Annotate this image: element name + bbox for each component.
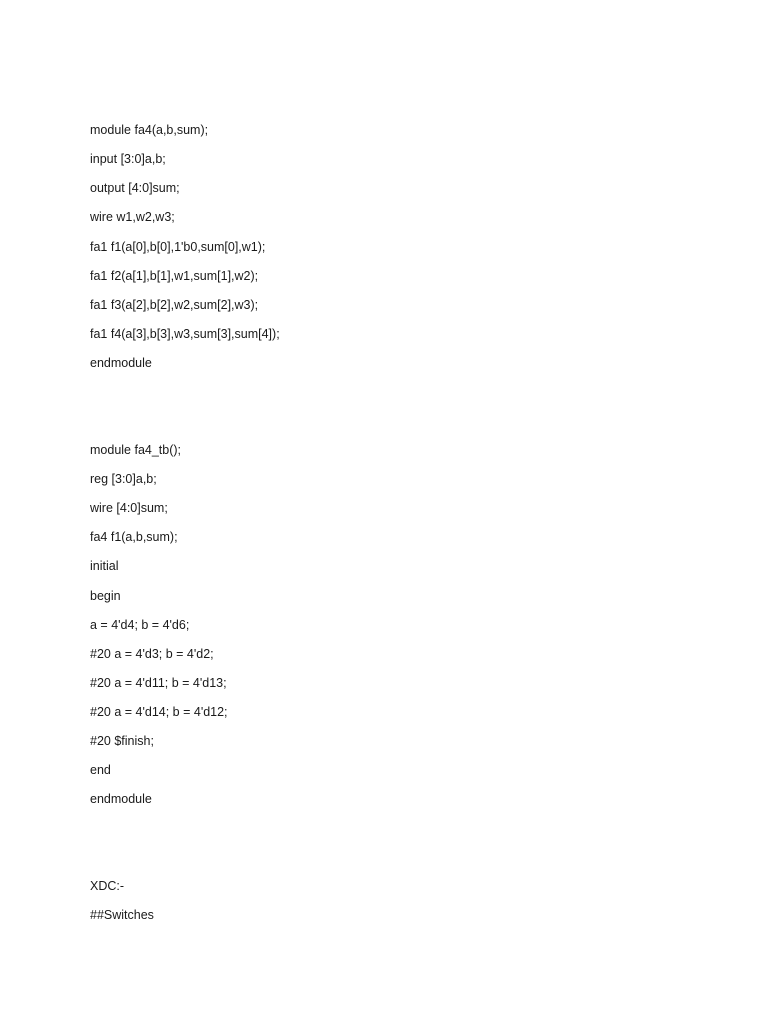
code-line: output [4:0]sum; bbox=[90, 181, 180, 195]
code-line: fa1 f3(a[2],b[2],w2,sum[2],w3); bbox=[90, 298, 259, 312]
code-line: endmodule bbox=[90, 356, 152, 370]
code-line: fa1 f4(a[3],b[3],w3,sum[3],sum[4]); bbox=[90, 327, 280, 341]
code-line: end bbox=[90, 763, 111, 777]
code-line: a = 4'd4; b = 4'd6; bbox=[90, 618, 190, 632]
code-line: fa1 f2(a[1],b[1],w1,sum[1],w2); bbox=[90, 269, 259, 283]
code-line: fa4 f1(a,b,sum); bbox=[90, 530, 178, 544]
code-line: #20 a = 4'd14; b = 4'd12; bbox=[90, 705, 228, 719]
code-line: input [3:0]a,b; bbox=[90, 152, 166, 166]
code-line: endmodule bbox=[90, 792, 152, 806]
code-line: wire [4:0]sum; bbox=[90, 501, 168, 515]
code-line: initial bbox=[90, 559, 119, 573]
code-line: begin bbox=[90, 589, 121, 603]
code-line: #20 a = 4'd3; b = 4'd2; bbox=[90, 647, 214, 661]
code-line: wire w1,w2,w3; bbox=[90, 210, 175, 224]
code-line: #20 a = 4'd11; b = 4'd13; bbox=[90, 676, 227, 690]
code-line: #20 $finish; bbox=[90, 734, 154, 748]
code-line: reg [3:0]a,b; bbox=[90, 472, 157, 486]
code-line: XDC:- bbox=[90, 879, 125, 893]
code-line: module fa4(a,b,sum); bbox=[90, 123, 209, 137]
code-line: module fa4_tb(); bbox=[90, 443, 182, 457]
code-line: ##Switches bbox=[90, 908, 154, 922]
code-line: fa1 f1(a[0],b[0],1'b0,sum[0],w1); bbox=[90, 240, 266, 254]
